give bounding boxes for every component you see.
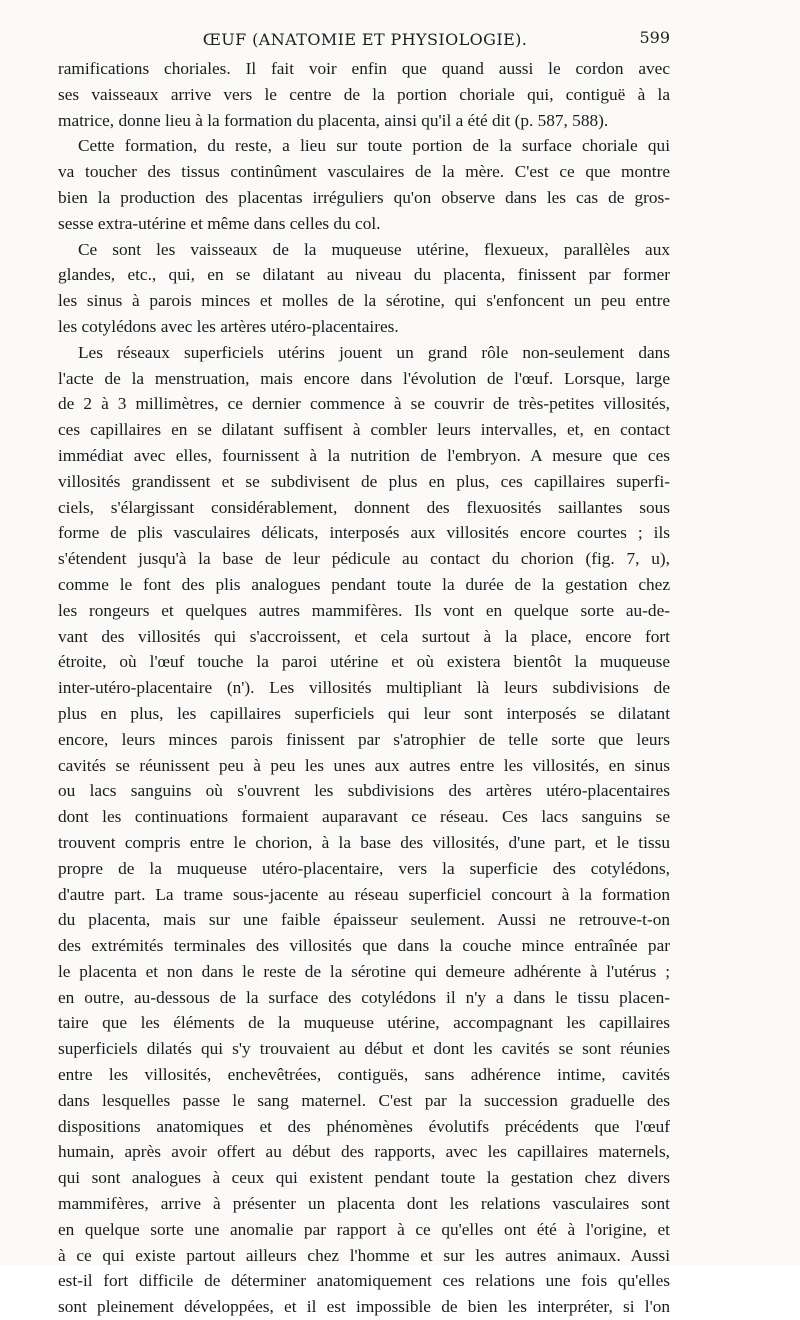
text-line: étroite, où l'œuf touche la paroi utérine et où existera bientôt la muqueuse bbox=[58, 652, 670, 672]
paragraph bbox=[58, 133, 670, 236]
text-line: humain, après avoir offert au début des rapports, avec les capillaires maternels, bbox=[58, 1142, 670, 1162]
body-text bbox=[58, 56, 670, 1320]
text-line: sont pleinement développées, et il est impossible de bien les interpréter, si l'on bbox=[58, 1297, 670, 1317]
text-line: comme le font des plis analogues pendant toute la durée de la gestation chez bbox=[58, 574, 670, 594]
text-line: d'autre part. La trame sous-jacente au réseau superficiel concourt à la formation bbox=[58, 884, 670, 904]
text-line: ciels, s'élargissant considérablement, donnent des flexuosités saillantes sous bbox=[58, 497, 670, 517]
paragraph bbox=[58, 56, 670, 133]
text-line: propre de la muqueuse utéro-placentaire, vers la superficie des cotylédons, bbox=[58, 858, 670, 878]
text-line: va toucher des tissus continûment vasculaires de la mère. C'est ce que montre bbox=[58, 162, 670, 182]
text-line: de 2 à 3 millimètres, ce dernier commence à se couvrir de très-petites villosités, bbox=[58, 394, 670, 414]
text-line: ces capillaires en se dilatant suffisent à combler leurs intervalles, et, en contact bbox=[58, 420, 670, 440]
text-line: superficiels dilatés qui s'y trouvaient au début et dont les cavités se sont réunies bbox=[58, 1039, 670, 1059]
text-line: est-il fort difficile de déterminer anatomiquement ces relations une fois qu'elles bbox=[58, 1271, 670, 1291]
text-line: dont les continuations formaient auparavant ce réseau. Ces lacs sanguins se bbox=[58, 807, 670, 827]
text-line: l'acte de la menstruation, mais encore dans l'évolution de l'œuf. Lorsque, large bbox=[58, 368, 670, 388]
running-head bbox=[60, 28, 670, 52]
paragraph bbox=[58, 237, 670, 340]
text-line: encore, leurs minces parois finissent par s'atrophier de telle sorte que leurs bbox=[58, 729, 670, 749]
text-line: entre les villosités, enchevêtrées, contiguës, sans adhérence intime, cavités bbox=[58, 1065, 670, 1085]
text-line: matrice, donne lieu à la formation du placenta, ainsi qu'il a été dit (p. 587, 588). bbox=[58, 110, 609, 130]
text-line: immédiat avec elles, fournissent à la nutrition de l'embryon. A mesure que ces bbox=[58, 445, 670, 465]
text-line: trouvent compris entre le chorion, à la base des villosités, d'une part, et le tissu bbox=[58, 832, 670, 852]
text-line: s'étendent jusqu'à la base de leur pédicule au contact du chorion (fig. 7, u), bbox=[58, 549, 670, 569]
text-line: plus en plus, les capillaires superficiels qui leur sont interposés se dilatant bbox=[58, 703, 670, 723]
text-line: bien la production des placentas irréguliers qu'on observe dans les cas de gros- bbox=[58, 187, 670, 207]
text-line: en quelque sorte une anomalie par rapport à ce qu'elles ont été à l'origine, et bbox=[58, 1219, 670, 1239]
text-line: en outre, au-dessous de la surface des cotylédons il n'y a dans le tissu placen- bbox=[58, 987, 670, 1007]
text-line: ses vaisseaux arrive vers le centre de la portion choriale qui, contiguë à la bbox=[58, 84, 670, 104]
text-line: villosités grandissent et se subdivisent de plus en plus, ces capillaires superfi- bbox=[58, 471, 670, 491]
text-line: le placenta et non dans le reste de la sérotine qui demeure adhérente à l'utérus ; bbox=[58, 961, 670, 981]
text-line: ramifications choriales. Il fait voir enfin que quand aussi le cordon avec bbox=[58, 59, 670, 78]
text-line: inter-utéro-placentaire (n'). Les villosités multipliant là leurs subdivisions de bbox=[58, 678, 670, 698]
text-line: sesse extra-utérine et même dans celles du col. bbox=[58, 213, 381, 233]
text-line: mammifères, arrive à présenter un placenta dont les relations vasculaires sont bbox=[58, 1194, 670, 1214]
text-line: les cotylédons avec les artères utéro-placentaires. bbox=[58, 316, 399, 336]
text-line: les rongeurs et quelques autres mammifères. Ils vont en quelque sorte au-de- bbox=[58, 600, 670, 620]
text-line: forme de plis vasculaires délicats, interposés aux villosités encore courtes ; ils bbox=[58, 523, 670, 543]
paragraph bbox=[58, 340, 670, 1320]
text-line: Cette formation, du reste, a lieu sur toute portion de la surface choriale qui bbox=[78, 136, 670, 156]
text-line: taire que les éléments de la muqueuse utérine, accompagnant les capillaires bbox=[58, 1013, 670, 1033]
text-line: les sinus à parois minces et molles de la sérotine, qui s'enfoncent un peu entre bbox=[58, 291, 670, 311]
text-line: du placenta, mais sur une faible épaisseur seulement. Aussi ne retrouve-t-on bbox=[58, 910, 670, 930]
text-line: qui sont analogues à ceux qui existent pendant toute la gestation chez divers bbox=[58, 1168, 670, 1188]
text-line: à ce qui existe partout ailleurs chez l'homme et sur les autres animaux. Aussi bbox=[58, 1245, 670, 1265]
text-line: glandes, etc., qui, en se dilatant au niveau du placenta, finissent par former bbox=[58, 265, 670, 285]
text-line: Les réseaux superficiels utérins jouent un grand rôle non-seulement dans bbox=[78, 342, 670, 362]
text-line: Ce sont les vaisseaux de la muqueuse utérine, flexueux, parallèles aux bbox=[78, 239, 670, 259]
text-line: ou lacs sanguins où s'ouvrent les subdivisions des artères utéro-placentaires bbox=[58, 781, 670, 801]
text-line: dispositions anatomiques et des phénomènes évolutifs précédents que l'œuf bbox=[58, 1116, 670, 1136]
text-line: cavités se réunissent peu à peu les unes aux autres entre les villosités, en sinus bbox=[58, 755, 670, 775]
page-number: 599 bbox=[639, 28, 670, 47]
text-line: vant des villosités qui s'accroissent, et cela surtout à la place, encore fort bbox=[58, 626, 670, 646]
text-line: des extrémités terminales des villosités que dans la couche mince entraînée par bbox=[58, 936, 670, 956]
running-title: ŒUF (ANATOMIE ET PHYSIOLOGIE). bbox=[202, 30, 528, 49]
text-line: dans lesquelles passe le sang maternel. C'est par la succession graduelle des bbox=[58, 1090, 670, 1110]
